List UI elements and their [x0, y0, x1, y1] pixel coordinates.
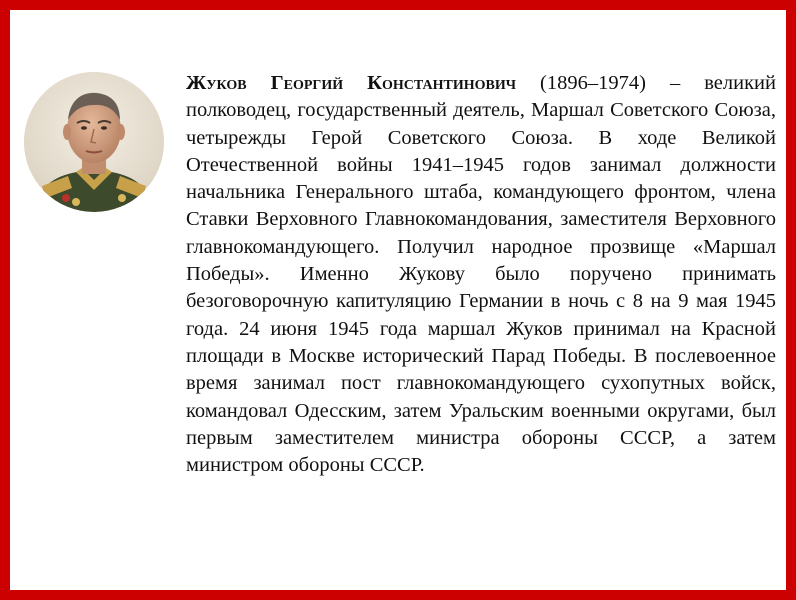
portrait-image [24, 72, 164, 212]
biography-text: (1896–1974) – великий полководец, государственный деятель, Маршал Советского Союза, четырежды Герой Советского Союза. В ходе Великой Отечественной войны 1941–1945 годов занимал должности начальника Генерального штаба, командующего фронтом, члена Ставки Верховного Главнокомандования, заместителя Верховного главнокомандующего. Получил народное прозвище «Маршал Победы». Именно Жукову было поручено принимать безоговорочную капитуляцию Германии в ночь с 8 на 9 мая 1945 года. 24 июня 1945 года маршал Жуков принимал на Красной площади в Москве исторический Парад Победы. В послевоенное время занимал пост главнокомандующего сухопутных войск, командовал Одесским, затем Уральским военными округами, был первым заместителем министра обороны СССР, а затем министром обороны СССР. [186, 72, 776, 477]
biography-paragraph [186, 70, 776, 479]
portrait-photo-icon [24, 72, 164, 212]
person-name: Жуков Георгий Константинович [186, 72, 517, 94]
